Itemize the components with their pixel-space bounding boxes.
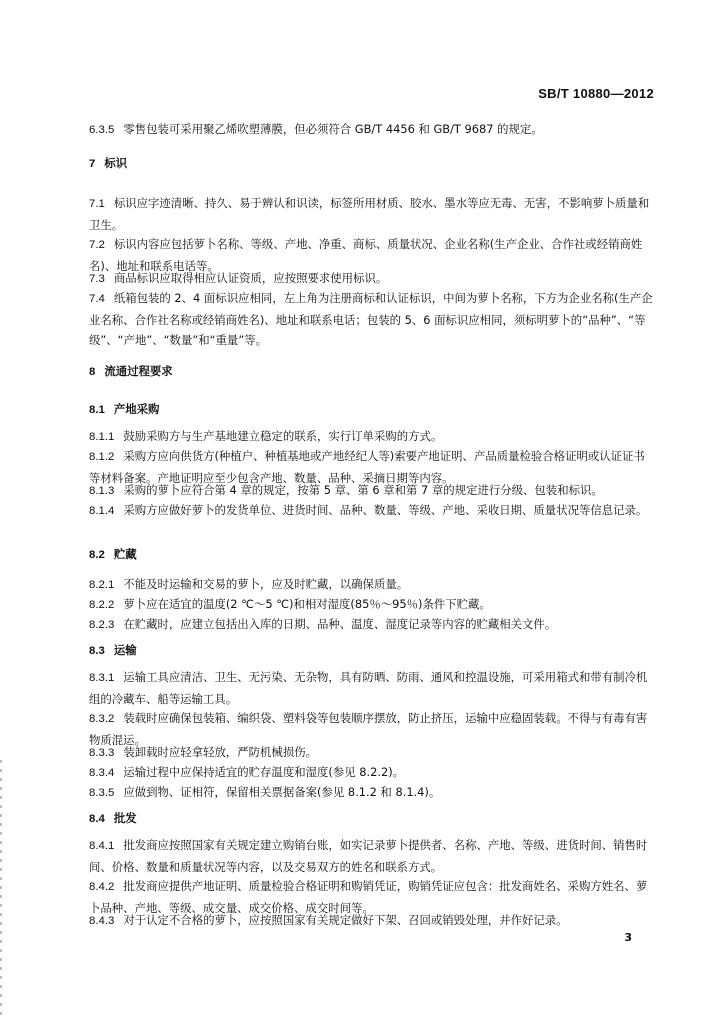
clause-8-3-3: 8.3.3 装卸载时应轻拿轻放，严防机械损伤。 xyxy=(89,745,317,759)
clause-8-2-3: 8.2.3 在贮藏时，应建立包括出入库的日期、品种、温度、湿度记录等内容的贮藏相关文件。 xyxy=(89,617,557,631)
page-number: 3 xyxy=(624,931,632,944)
clause-7-4: 7.4 纸箱包装的 2、4 面标识应相同，左上角为注册商标和认证标识，中间为萝卜名称，下方为企业名称(生产企业名称、合作社名称或经销商姓名)、地址和联系电话；包装的 5、6 面标识应相同，须标明萝卜的“品种”、“等级”、“产地”、“数量”和“重量”等。 xyxy=(89,291,653,347)
clause-7-1: 7.1 标识应字迹清晰、持久、易于辨认和识读，标签所用材质、胶水、墨水等应无毒、无害，不影响萝卜质量和卫生。 xyxy=(89,196,650,232)
section-heading-7: 7 标识 xyxy=(89,156,128,170)
clause-8-4-3: 8.4.3 对于认定不合格的萝卜，应按照国家有关规定做好下架、召回或销毁处理，并作好记录。 xyxy=(89,913,568,927)
clause-8-1-3: 8.1.3 采购的萝卜应符合第 4 章的规定，按第 5 章、第 6 章和第 7 章的规定进行分级、包装和标识。 xyxy=(89,483,603,497)
subsection-heading-8-4: 8.4 批发 xyxy=(89,811,137,825)
clause-8-3-5: 8.3.5 应做到物、证相符，保留相关票据备案(参见 8.1.2 和 8.1.4)。 xyxy=(89,785,441,799)
clause-8-3-1: 8.3.1 运输工具应清洁、卫生、无污染、无杂物，具有防晒、防雨、通风和控温设施，可采用箱式和带有制冷机组的冷藏车、船等运输工具。 xyxy=(89,670,648,706)
clause-8-1-4: 8.1.4 采购方应做好萝卜的发货单位、进货时间、品种、数量、等级、产地、采收日期、质量状况等信息记录。 xyxy=(89,503,648,517)
subsection-heading-8-1: 8.1 产地采购 xyxy=(89,402,160,416)
clause-7-3: 7.3 商品标识应取得相应认证资质，应按照要求使用标识。 xyxy=(89,271,388,285)
clause-8-4-1: 8.4.1 批发商应按照国家有关规定建立购销台账，如实记录萝卜提供者、名称、产地、等级、进货时间、销售时间、价格、数量和质量状况等内容，以及交易双方的姓名和联系方式。 xyxy=(89,838,648,874)
standard-code: SB/T 10880—2012 xyxy=(538,86,654,101)
clause-8-2-2: 8.2.2 萝卜应在适宜的温度(2 ℃～5 ℃)和相对湿度(85％～95％)条件下贮藏。 xyxy=(89,597,491,611)
scan-edge-mark xyxy=(0,760,2,1020)
clause-6-3-5: 6.3.5 零售包装可采用聚乙烯吹塑薄膜，但必须符合 GB/T 4456 和 GB/T 9687 的规定。 xyxy=(89,122,543,136)
clause-8-2-1: 8.2.1 不能及时运输和交易的萝卜，应及时贮藏，以确保质量。 xyxy=(89,577,409,591)
clause-8-3-4: 8.3.4 运输过程中应保持适宜的贮存温度和湿度(参见 8.2.2)。 xyxy=(89,765,405,779)
clause-8-3-2: 8.3.2 装载时应确保包装箱、编织袋、塑料袋等包装顺序摆放，防止挤压，运输中应稳固装载。不得与有毒有害物质混运。 xyxy=(89,711,648,747)
clause-8-1-1: 8.1.1 鼓励采购方与生产基地建立稳定的联系，实行订单采购的方式。 xyxy=(89,429,443,443)
subsection-heading-8-2: 8.2 贮藏 xyxy=(89,547,137,561)
clause-8-4-2: 8.4.2 批发商应提供产地证明、质量检验合格证明和购销凭证，购销凭证应包含：批发商姓名、采购方姓名、萝卜品种、产地、等级、成交量、成交价格、成交时间等。 xyxy=(89,879,648,915)
section-heading-8: 8 流通过程要求 xyxy=(89,364,173,378)
clause-7-2: 7.2 标识内容应包括萝卜名称、等级、产地、净重、商标、质量状况、企业名称(生产企业、合作社或经销商姓名)、地址和联系电话等。 xyxy=(89,237,643,273)
clause-8-1-2: 8.1.2 采购方应向供货方(种植户、种植基地或产地经纪人等)索要产地证明、产品质量检验合格证明或认证证书等材料备案。产地证明应至少包含产地、数量、品种、采摘日期等内容。 xyxy=(89,449,645,485)
subsection-heading-8-3: 8.3 运输 xyxy=(89,643,137,657)
